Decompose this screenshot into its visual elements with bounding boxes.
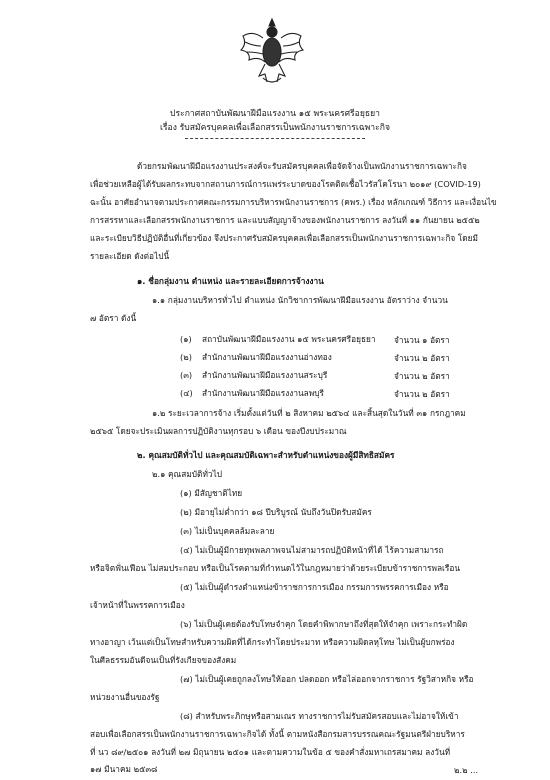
qualification-item: (๘) สำหรับพระภิกษุหรือสามเณร ทางราชการไม่รับสมัครสอบและไม่อาจให้เข้า bbox=[180, 711, 459, 721]
intro-line: รายละเอียด ดังต่อไปนี้ bbox=[90, 251, 170, 261]
qualification-item: เจ้าหน้าที่ในพรรคการเมือง bbox=[90, 600, 185, 610]
garuda-emblem-icon bbox=[239, 16, 305, 88]
unit-name: สำนักงานพัฒนาฝีมือแรงงานลพบุรี bbox=[202, 388, 324, 398]
unit-number: (๓) bbox=[180, 370, 193, 380]
qualification-item: (๒) มีอายุไม่ต่ำกว่า ๑๘ ปีบริบูรณ์ นับถึงวันปิดรับสมัคร bbox=[180, 507, 372, 517]
unit-count: จำนวน ๒ อัตรา bbox=[394, 353, 450, 363]
qualification-item: (๕) ไม่เป็นผู้ดำรงตำแหน่งข้าราชการการเมือง กรรมการพรรคการเมือง หรือ bbox=[180, 582, 449, 592]
paragraph-line: ๑.๑ กลุ่มงานบริหารทั่วไป ตำแหน่ง นักวิชาการพัฒนาฝีมือแรงงาน อัตราว่าง จำนวน bbox=[152, 295, 448, 305]
qualification-item: สอบเพื่อเลือกสรรเป็นพนักงานราชการเฉพาะกิจได้ ทั้งนี้ ตามหนังสือกรมสารบรรณคณะรัฐมนตรีฝ่ายบริหาร bbox=[90, 729, 465, 739]
qualification-item: (๗) ไม่เป็นผู้เคยถูกลงโทษให้ออก ปลดออก หรือไล่ออกจากราชการ รัฐวิสาหกิจ หรือ bbox=[180, 674, 474, 684]
qualification-item: ๑๗ มีนาคม ๒๕๓๘ bbox=[90, 764, 158, 774]
intro-line: เพื่อช่วยเหลือผู้ได้รับผลกระทบจากสถานการณ์การแพร่ระบาดของโรคติดเชื้อไวรัสโคโรนา ๒๐๑๙ (COVID-19) bbox=[90, 179, 481, 189]
intro-line: การสรรหาและเลือกสรรพนักงานราชการ และแบบสัญญาจ้างของพนักงานราชการ ลงวันที่ ๑๑ กันยายน ๒๕๕๒ bbox=[90, 215, 480, 225]
paragraph-line: ๗ อัตรา ดังนี้ bbox=[90, 313, 137, 323]
unit-count: จำนวน ๒ อัตรา bbox=[394, 389, 450, 399]
paragraph-line: ๑.๒ ระยะเวลาการจ้าง เริ่มตั้งแต่วันที่ ๒ สิงหาคม ๒๕๖๔ และสิ้นสุดในวันที่ ๓๑ กรกฎาคม bbox=[152, 408, 466, 418]
divider bbox=[185, 138, 365, 139]
unit-name: สำนักงานพัฒนาฝีมือแรงงานอ่างทอง bbox=[202, 352, 332, 362]
qualification-item: ที่ นว ๘๙/๒๕๐๑ ลงวันที่ ๒๗ มิถุนายน ๒๕๐๑ และตามความในข้อ ๕ ของคำสั่งมหาเถรสมาคม ลงวันที่ bbox=[90, 747, 451, 757]
section-1-heading: ๑. ชื่อกลุ่มงาน ตำแหน่ง และรายละเอียดการจ้างงาน bbox=[137, 276, 324, 286]
subsection-heading: ๒.๑ คุณสมบัติทั่วไป bbox=[152, 469, 223, 479]
announcement-title: ประกาศสถาบันพัฒนาฝีมือแรงงาน ๑๕ พระนครศรีอยุธยา bbox=[170, 109, 380, 119]
unit-count: จำนวน ๑ อัตรา bbox=[394, 335, 450, 345]
qualification-item: (๑) มีสัญชาติไทย bbox=[180, 488, 243, 498]
qualification-item: หรือจิตฟั่นเฟือน ไม่สมประกอบ หรือเป็นโรคตามที่กำหนดไว้ในกฎหมายว่าด้วยระเบียบข้าราชการพลเรือน bbox=[90, 563, 461, 573]
unit-number: (๑) bbox=[180, 334, 192, 344]
qualification-item: (๓) ไม่เป็นบุคคลล้มละลาย bbox=[180, 526, 275, 536]
paragraph-line: ๒๕๖๕ โดยจะประเมินผลการปฏิบัติงานทุกรอบ ๖ เดือน ของปีงบประมาณ bbox=[90, 426, 347, 436]
qualification-item: (๖) ไม่เป็นผู้เคยต้องรับโทษจำคุก โดยคำพิพากษาถึงที่สุดให้จำคุก เพราะกระทำผิด bbox=[180, 619, 468, 629]
section-2-heading: ๒. คุณสมบัติทั่วไป และคุณสมบัติเฉพาะสำหรับตำแหน่งของผู้มีสิทธิสมัคร bbox=[137, 450, 395, 460]
intro-line: และระเบียบวิธีปฏิบัติอื่นที่เกี่ยวข้อง จึงประกาศรับสมัครบุคคลเพื่อเลือกสรรเป็นพนักงานราชการเฉพาะกิจ โดยมี bbox=[90, 233, 479, 243]
intro-line: ด้วยกรมพัฒนาฝีมือแรงงานประสงค์จะรับสมัครบุคคลเพื่อจัดจ้างเป็นพนักงานราชการเฉพาะกิจ bbox=[137, 161, 467, 171]
unit-name: สถาบันพัฒนาฝีมือแรงงาน ๑๕ พระนครศรีอยุธยา bbox=[202, 334, 376, 344]
unit-number: (๔) bbox=[180, 388, 193, 398]
announcement-subject: เรื่อง รับสมัครบุคคลเพื่อเลือกสรรเป็นพนักงานราชการเฉพาะกิจ bbox=[160, 123, 390, 133]
unit-name: สำนักงานพัฒนาฝีมือแรงงานสระบุรี bbox=[202, 370, 328, 380]
intro-line: ฉะนั้น อาศัยอำนาจตามประกาศคณะกรรมการบริหารพนักงานราชการ (คพร.) เรื่อง หลักเกณฑ์ วิธีการ และเงื่อนไข bbox=[90, 197, 497, 207]
qualification-item: ในศีลธรรมอันดีจนเป็นที่รังเกียจของสังคม bbox=[90, 655, 237, 665]
unit-count: จำนวน ๒ อัตรา bbox=[394, 371, 450, 381]
unit-number: (๒) bbox=[180, 352, 192, 362]
qualification-item: (๔) ไม่เป็นผู้มีกายทุพพลภาพจนไม่สามารถปฏิบัติหน้าที่ได้ ไร้ความสามารถ bbox=[180, 545, 444, 555]
continuation-marker: ๒.๒ ... bbox=[454, 765, 479, 775]
qualification-item: หน่วยงานอื่นของรัฐ bbox=[90, 692, 160, 702]
qualification-item: ทางอาญา เว้นแต่เป็นโทษสำหรับความผิดที่ได้กระทำโดยประมาท หรือความผิดลหุโทษ ไม่เป็นผู้บกพร่อง bbox=[90, 637, 455, 647]
